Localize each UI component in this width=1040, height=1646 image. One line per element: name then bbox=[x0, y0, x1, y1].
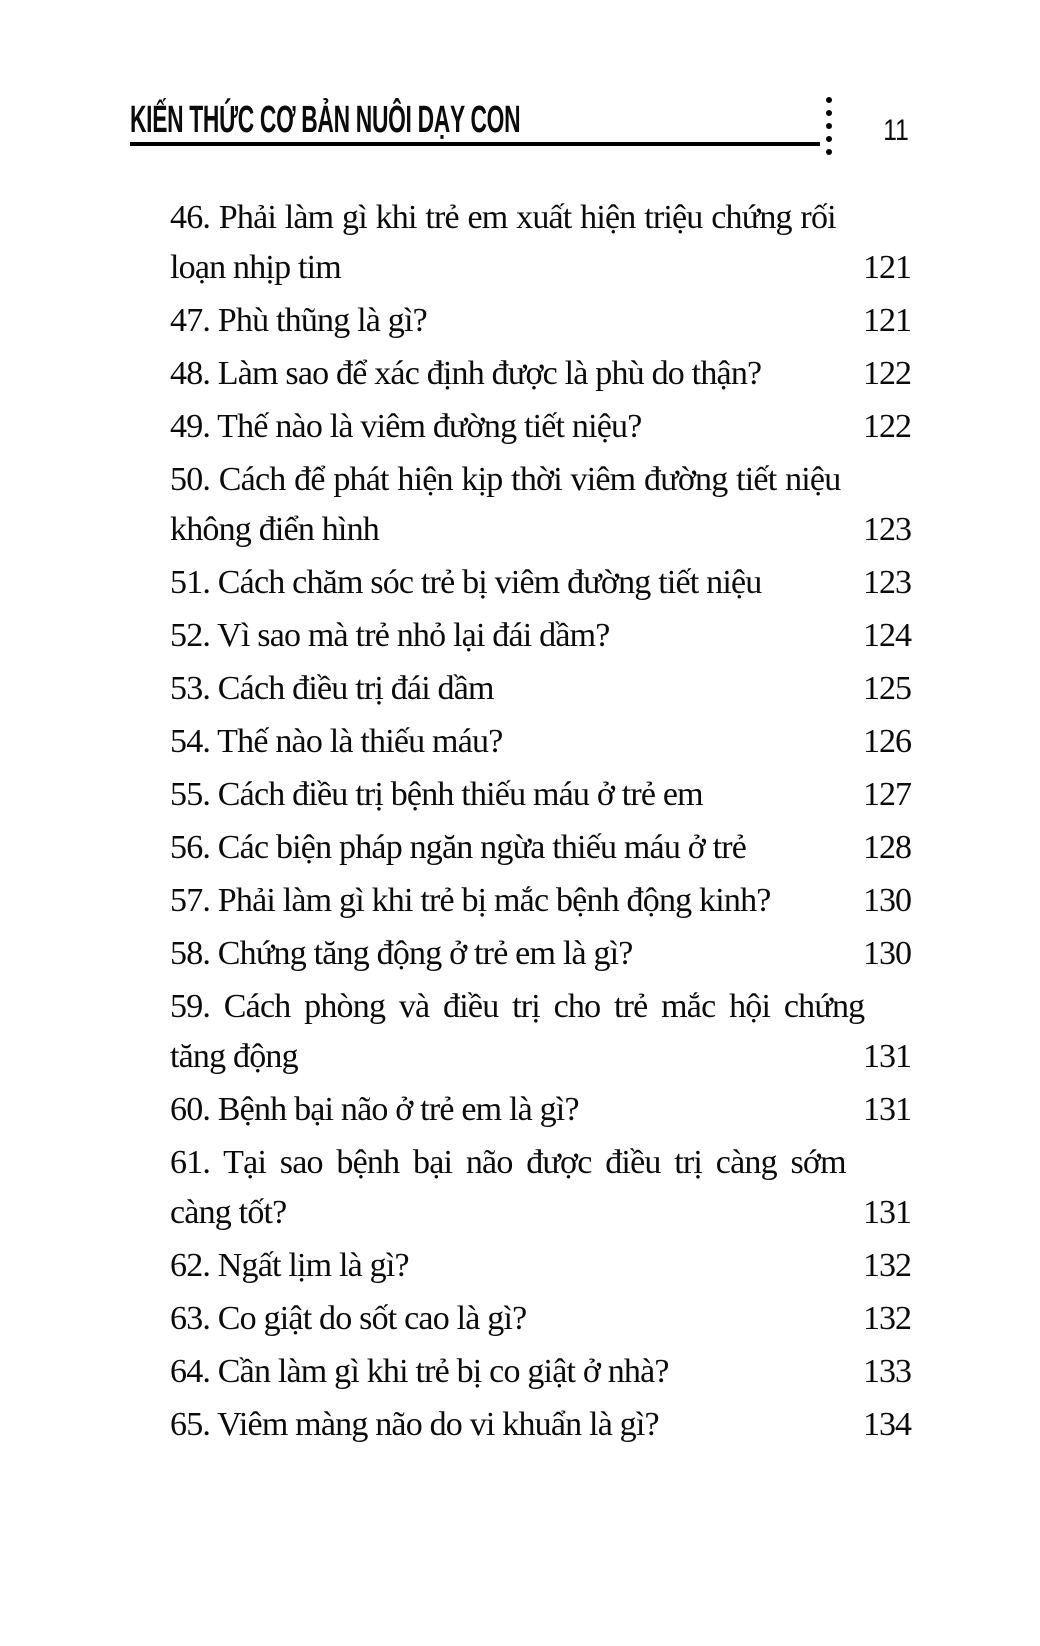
toc-entry-title: 59. Cách phòng và điều trị cho trẻ mắc hội chứng bbox=[170, 988, 865, 1025]
toc-page-ref: 131 bbox=[863, 1091, 911, 1128]
toc-page-ref: 121 bbox=[863, 249, 911, 286]
toc-entry bbox=[170, 1138, 911, 1238]
toc-entry-title: 51. Cách chăm sóc trẻ bị viêm đường tiết niệu bbox=[170, 564, 762, 601]
toc-entry bbox=[170, 929, 911, 979]
toc-entry-title: 47. Phù thũng là gì? bbox=[170, 302, 427, 339]
toc-entry-title: 55. Cách điều trị bệnh thiếu máu ở trẻ em bbox=[170, 776, 703, 813]
toc-page-ref: 126 bbox=[863, 723, 911, 760]
toc-entry-title: 54. Thế nào là thiếu máu? bbox=[170, 723, 503, 760]
toc-entry bbox=[170, 296, 911, 346]
toc-page-ref: 122 bbox=[863, 355, 911, 392]
toc-entry bbox=[170, 1241, 911, 1291]
toc-entry bbox=[170, 717, 911, 767]
toc-entry-title-continued: càng tốt? bbox=[170, 1194, 287, 1231]
toc-page-ref: 132 bbox=[863, 1247, 911, 1284]
toc-entry-title: 52. Vì sao mà trẻ nhỏ lại đái dầm? bbox=[170, 617, 610, 654]
toc-entry bbox=[170, 349, 911, 399]
toc-page-ref: 133 bbox=[863, 1353, 911, 1390]
toc-entry bbox=[170, 611, 911, 661]
toc-entry-title: 56. Các biện pháp ngăn ngừa thiếu máu ở trẻ bbox=[170, 829, 747, 866]
toc-page-ref: 121 bbox=[863, 302, 911, 339]
toc-entry-title: 64. Cần làm gì khi trẻ bị co giật ở nhà? bbox=[170, 1353, 669, 1390]
toc-entry-title: 62. Ngất lịm là gì? bbox=[170, 1247, 409, 1284]
toc-page-ref: 123 bbox=[863, 564, 911, 601]
toc-page-ref: 130 bbox=[863, 882, 911, 919]
toc-page-ref: 122 bbox=[863, 408, 911, 445]
toc-page-ref: 131 bbox=[863, 1038, 911, 1075]
toc-page-ref: 127 bbox=[863, 776, 911, 813]
toc-entry-title: 63. Co giật do sốt cao là gì? bbox=[170, 1300, 527, 1337]
toc-entry-title: 57. Phải làm gì khi trẻ bị mắc bệnh động kinh? bbox=[170, 882, 771, 919]
toc-entry-title: 58. Chứng tăng động ở trẻ em là gì? bbox=[170, 935, 633, 972]
toc-entry bbox=[170, 455, 911, 555]
header-rule bbox=[130, 142, 820, 146]
toc-page-ref: 130 bbox=[863, 935, 911, 972]
toc-entry bbox=[170, 1294, 911, 1344]
chain-ornament-icon bbox=[826, 97, 832, 155]
toc-entry-title-continued: loạn nhịp tim bbox=[170, 249, 341, 286]
toc-page-ref: 134 bbox=[863, 1406, 911, 1443]
toc-entry bbox=[170, 402, 911, 452]
toc-page-ref: 128 bbox=[863, 829, 911, 866]
toc-page-ref: 131 bbox=[863, 1194, 911, 1231]
toc-entry bbox=[170, 193, 911, 293]
toc-entry bbox=[170, 558, 911, 608]
toc-entry bbox=[170, 1347, 911, 1397]
toc-entry-title: 50. Cách để phát hiện kịp thời viêm đường tiết niệu bbox=[170, 461, 841, 498]
toc-entry bbox=[170, 770, 911, 820]
toc-entry-title: 46. Phải làm gì khi trẻ em xuất hiện triệu chứng rối bbox=[170, 199, 836, 236]
running-header-title: KIẾN THỨC CƠ BẢN NUÔI DẠY CON bbox=[130, 99, 521, 141]
toc-entry-title: 60. Bệnh bại não ở trẻ em là gì? bbox=[170, 1091, 579, 1128]
toc-page-ref: 124 bbox=[863, 617, 911, 654]
page-number: 11 bbox=[883, 114, 909, 147]
toc-entry bbox=[170, 823, 911, 873]
toc-entry-title: 49. Thế nào là viêm đường tiết niệu? bbox=[170, 408, 642, 445]
toc-entry-title: 61. Tại sao bệnh bại não được điều trị càng sớm bbox=[170, 1144, 846, 1181]
toc-entry-title: 65. Viêm màng não do vi khuẩn là gì? bbox=[170, 1406, 659, 1443]
table-of-contents bbox=[170, 193, 911, 1453]
toc-entry-title-continued: không điển hình bbox=[170, 511, 379, 548]
toc-entry-title: 48. Làm sao để xác định được là phù do thận? bbox=[170, 355, 762, 392]
toc-entry bbox=[170, 876, 911, 926]
toc-entry bbox=[170, 1085, 911, 1135]
toc-page-ref: 125 bbox=[863, 670, 911, 707]
toc-page-ref: 132 bbox=[863, 1300, 911, 1337]
toc-entry-title-continued: tăng động bbox=[170, 1038, 298, 1075]
toc-entry bbox=[170, 664, 911, 714]
toc-page-ref: 123 bbox=[863, 511, 911, 548]
toc-entry-title: 53. Cách điều trị đái dầm bbox=[170, 670, 494, 707]
toc-entry bbox=[170, 1400, 911, 1450]
toc-entry bbox=[170, 982, 911, 1082]
